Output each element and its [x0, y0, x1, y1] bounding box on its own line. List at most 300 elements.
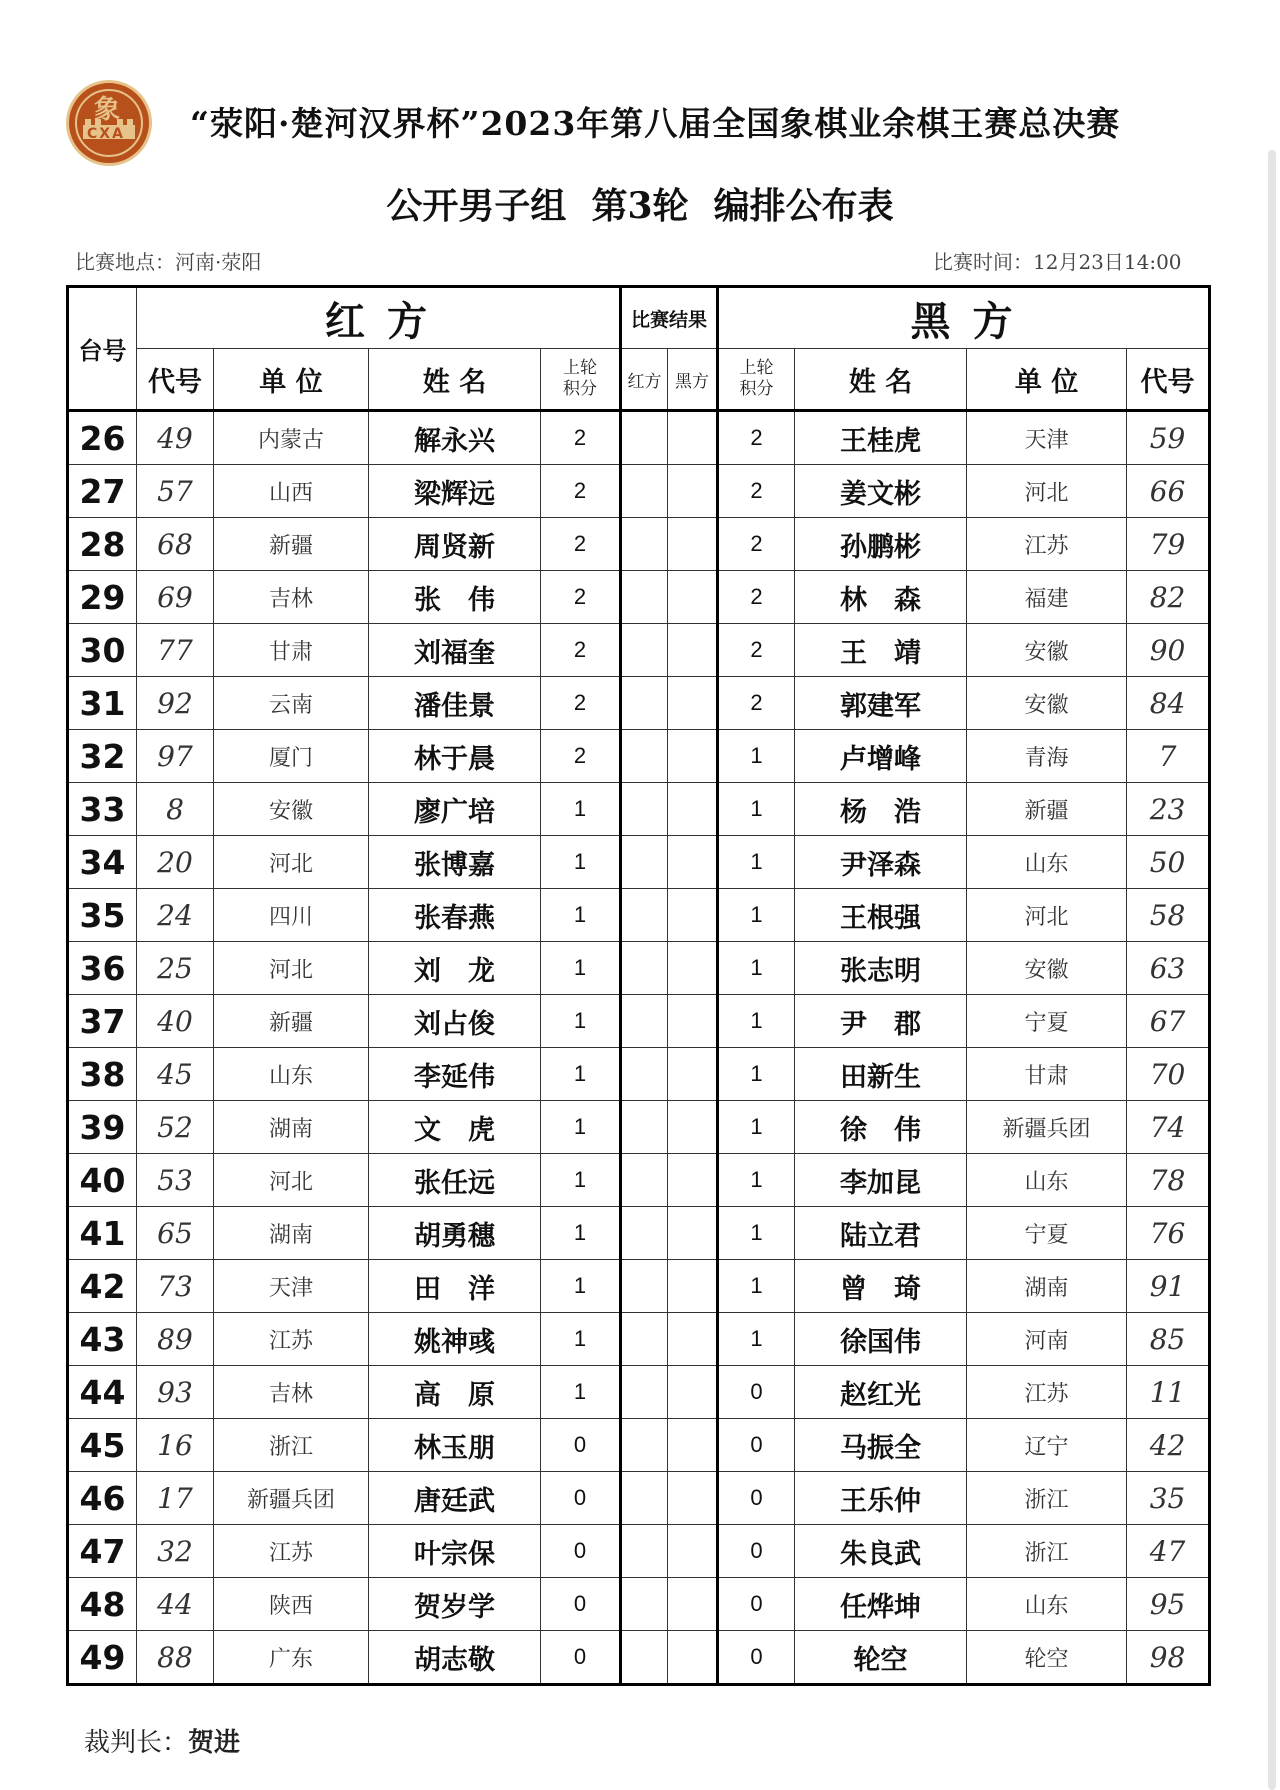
black-prev-score-cell: 1	[718, 1207, 795, 1260]
red-prev-score-cell: 1	[541, 995, 621, 1048]
red-code-cell: 88	[137, 1631, 214, 1685]
table-row	[68, 677, 1210, 730]
header-black-prev-score	[718, 349, 795, 411]
red-prev-score-cell: 0	[541, 1472, 621, 1525]
red-prev-score-cell: 2	[541, 624, 621, 677]
black-prev-score-cell: 1	[718, 995, 795, 1048]
pairing-rows	[68, 411, 1210, 1685]
black-prev-score-cell: 1	[718, 1154, 795, 1207]
red-name-cell: 李延伟	[369, 1048, 541, 1101]
red-unit-cell: 广东	[214, 1631, 369, 1685]
board-cell: 31	[68, 677, 137, 730]
table-row	[68, 1525, 1210, 1578]
table-row	[68, 1101, 1210, 1154]
red-name-cell: 刘 龙	[369, 942, 541, 995]
red-code-cell: 77	[137, 624, 214, 677]
black-unit-cell: 天津	[967, 411, 1127, 465]
logo-char: 象	[94, 95, 121, 125]
black-prev-score-cell: 1	[718, 1048, 795, 1101]
black-name-cell: 陆立君	[795, 1207, 967, 1260]
board-cell: 35	[68, 889, 137, 942]
board-cell: 37	[68, 995, 137, 1048]
red-unit-cell: 云南	[214, 677, 369, 730]
black-unit-cell: 浙江	[967, 1525, 1127, 1578]
result-red-cell	[621, 1578, 668, 1631]
board-cell: 49	[68, 1631, 137, 1685]
result-red-cell	[621, 465, 668, 518]
black-prev-score-cell: 0	[718, 1578, 795, 1631]
red-unit-cell: 四川	[214, 889, 369, 942]
red-code-cell: 40	[137, 995, 214, 1048]
red-name-cell: 张博嘉	[369, 836, 541, 889]
red-code-cell: 32	[137, 1525, 214, 1578]
red-unit-cell: 新疆	[214, 995, 369, 1048]
red-prev-score-cell: 0	[541, 1419, 621, 1472]
result-black-cell	[668, 889, 718, 942]
black-unit-cell: 甘肃	[967, 1048, 1127, 1101]
red-prev-score-cell: 2	[541, 730, 621, 783]
black-prev-score-cell: 0	[718, 1631, 795, 1685]
table-row	[68, 995, 1210, 1048]
result-black-cell	[668, 995, 718, 1048]
black-name-cell: 徐国伟	[795, 1313, 967, 1366]
black-code-cell: 35	[1127, 1472, 1210, 1525]
result-black-cell	[668, 518, 718, 571]
black-unit-cell: 河南	[967, 1313, 1127, 1366]
red-prev-score-cell: 1	[541, 1048, 621, 1101]
page-title: “荥阳·楚河汉界杯”2023年第八届全国象棋业余棋王赛总决赛	[190, 104, 1121, 143]
black-name-cell: 朱良武	[795, 1525, 967, 1578]
board-cell: 28	[68, 518, 137, 571]
table-row	[68, 1472, 1210, 1525]
result-red-cell	[621, 1631, 668, 1685]
board-cell: 32	[68, 730, 137, 783]
black-name-cell: 曾 琦	[795, 1260, 967, 1313]
result-black-cell	[668, 1313, 718, 1366]
header-red-prev-score-line1: 上轮	[563, 358, 597, 378]
result-red-cell	[621, 995, 668, 1048]
red-prev-score-cell: 1	[541, 783, 621, 836]
board-cell: 41	[68, 1207, 137, 1260]
board-cell: 45	[68, 1419, 137, 1472]
board-cell: 44	[68, 1366, 137, 1419]
result-black-cell	[668, 677, 718, 730]
red-prev-score-cell: 2	[541, 518, 621, 571]
black-code-cell: 82	[1127, 571, 1210, 624]
result-red-cell	[621, 942, 668, 995]
black-name-cell: 尹 郡	[795, 995, 967, 1048]
black-unit-cell: 河北	[967, 465, 1127, 518]
board-cell: 36	[68, 942, 137, 995]
red-name-cell: 胡志敬	[369, 1631, 541, 1685]
black-prev-score-cell: 1	[718, 942, 795, 995]
table-row	[68, 624, 1210, 677]
black-unit-cell: 安徽	[967, 942, 1127, 995]
black-prev-score-cell: 1	[718, 889, 795, 942]
red-prev-score-cell: 0	[541, 1525, 621, 1578]
result-red-cell	[621, 411, 668, 465]
result-red-cell	[621, 518, 668, 571]
black-prev-score-cell: 2	[718, 677, 795, 730]
red-name-cell: 张任远	[369, 1154, 541, 1207]
result-black-cell	[668, 1048, 718, 1101]
black-name-cell: 马振全	[795, 1419, 967, 1472]
red-name-cell: 贺岁学	[369, 1578, 541, 1631]
black-name-cell: 王桂虎	[795, 411, 967, 465]
black-name-cell: 杨 浩	[795, 783, 967, 836]
red-name-cell: 刘占俊	[369, 995, 541, 1048]
red-code-cell: 20	[137, 836, 214, 889]
black-unit-cell: 新疆兵团	[967, 1101, 1127, 1154]
red-unit-cell: 湖南	[214, 1101, 369, 1154]
black-name-cell: 王根强	[795, 889, 967, 942]
red-unit-cell: 河北	[214, 836, 369, 889]
result-black-cell	[668, 1260, 718, 1313]
header-result: 比赛结果	[621, 287, 718, 349]
header-black-prev-score-line1: 上轮	[739, 358, 774, 378]
black-prev-score-cell: 1	[718, 1260, 795, 1313]
black-code-cell: 7	[1127, 730, 1210, 783]
board-cell: 43	[68, 1313, 137, 1366]
black-name-cell: 轮空	[795, 1631, 967, 1685]
red-unit-cell: 甘肃	[214, 624, 369, 677]
red-unit-cell: 吉林	[214, 1366, 369, 1419]
black-name-cell: 郭建军	[795, 677, 967, 730]
red-unit-cell: 新疆	[214, 518, 369, 571]
result-black-cell	[668, 1419, 718, 1472]
red-prev-score-cell: 1	[541, 1260, 621, 1313]
black-prev-score-cell: 1	[718, 730, 795, 783]
board-cell: 29	[68, 571, 137, 624]
black-name-cell: 徐 伟	[795, 1101, 967, 1154]
red-name-cell: 文 虎	[369, 1101, 541, 1154]
red-unit-cell: 厦门	[214, 730, 369, 783]
black-prev-score-cell: 0	[718, 1419, 795, 1472]
black-prev-score-cell: 2	[718, 624, 795, 677]
red-prev-score-cell: 1	[541, 1207, 621, 1260]
black-unit-cell: 宁夏	[967, 995, 1127, 1048]
board-cell: 42	[68, 1260, 137, 1313]
red-code-cell: 97	[137, 730, 214, 783]
red-unit-cell: 新疆兵团	[214, 1472, 369, 1525]
black-unit-cell: 福建	[967, 571, 1127, 624]
black-prev-score-cell: 0	[718, 1525, 795, 1578]
red-code-cell: 92	[137, 677, 214, 730]
red-prev-score-cell: 1	[541, 1366, 621, 1419]
red-unit-cell: 内蒙古	[214, 411, 369, 465]
red-unit-cell: 江苏	[214, 1525, 369, 1578]
board-cell: 27	[68, 465, 137, 518]
result-red-cell	[621, 1101, 668, 1154]
header-black-unit: 单 位	[967, 349, 1127, 411]
black-code-cell: 76	[1127, 1207, 1210, 1260]
red-name-cell: 解永兴	[369, 411, 541, 465]
black-name-cell: 王乐仲	[795, 1472, 967, 1525]
time-text: 比赛时间：12月23日14:00	[933, 250, 1182, 274]
red-unit-cell: 安徽	[214, 783, 369, 836]
red-code-cell: 93	[137, 1366, 214, 1419]
result-black-cell	[668, 836, 718, 889]
black-name-cell: 王 靖	[795, 624, 967, 677]
result-red-cell	[621, 1525, 668, 1578]
red-name-cell: 唐廷武	[369, 1472, 541, 1525]
result-red-cell	[621, 1154, 668, 1207]
black-prev-score-cell: 2	[718, 411, 795, 465]
referee-label: 裁判长：	[84, 1728, 189, 1758]
black-prev-score-cell: 0	[718, 1366, 795, 1419]
red-code-cell: 73	[137, 1260, 214, 1313]
red-prev-score-cell: 1	[541, 1154, 621, 1207]
black-unit-cell: 宁夏	[967, 1207, 1127, 1260]
red-prev-score-cell: 2	[541, 411, 621, 465]
board-cell: 33	[68, 783, 137, 836]
result-red-cell	[621, 1207, 668, 1260]
table-row	[68, 411, 1210, 465]
red-name-cell: 廖广培	[369, 783, 541, 836]
red-prev-score-cell: 1	[541, 836, 621, 889]
result-black-cell	[668, 1472, 718, 1525]
red-name-cell: 高 原	[369, 1366, 541, 1419]
black-code-cell: 90	[1127, 624, 1210, 677]
result-black-cell	[668, 730, 718, 783]
black-unit-cell: 山东	[967, 836, 1127, 889]
red-unit-cell: 陕西	[214, 1578, 369, 1631]
black-code-cell: 59	[1127, 411, 1210, 465]
header-red-prev-score-line2: 积分	[563, 379, 597, 399]
black-code-cell: 63	[1127, 942, 1210, 995]
black-code-cell: 58	[1127, 889, 1210, 942]
red-unit-cell: 山西	[214, 465, 369, 518]
header-red-unit: 单 位	[214, 349, 369, 411]
black-unit-cell: 江苏	[967, 1366, 1127, 1419]
black-name-cell: 任烨坤	[795, 1578, 967, 1631]
table-row	[68, 1313, 1210, 1366]
black-unit-cell: 浙江	[967, 1472, 1127, 1525]
black-name-cell: 田新生	[795, 1048, 967, 1101]
black-code-cell: 91	[1127, 1260, 1210, 1313]
black-code-cell: 98	[1127, 1631, 1210, 1685]
header-red-side: 红 方	[137, 287, 621, 349]
red-name-cell: 周贤新	[369, 518, 541, 571]
black-name-cell: 卢增峰	[795, 730, 967, 783]
board-cell: 34	[68, 836, 137, 889]
red-name-cell: 张 伟	[369, 571, 541, 624]
board-cell: 40	[68, 1154, 137, 1207]
red-code-cell: 49	[137, 411, 214, 465]
header-red-prev-score	[541, 349, 621, 411]
table-row	[68, 942, 1210, 995]
table-row	[68, 783, 1210, 836]
referee-line	[84, 1722, 240, 1759]
result-red-cell	[621, 571, 668, 624]
black-name-cell: 姜文彬	[795, 465, 967, 518]
header-black-prev-score-line2: 积分	[739, 379, 774, 399]
header-board: 台号	[68, 287, 137, 411]
black-unit-cell: 山东	[967, 1578, 1127, 1631]
black-prev-score-cell: 1	[718, 836, 795, 889]
result-black-cell	[668, 624, 718, 677]
red-code-cell: 57	[137, 465, 214, 518]
black-name-cell: 赵红光	[795, 1366, 967, 1419]
red-code-cell: 8	[137, 783, 214, 836]
result-red-cell	[621, 1048, 668, 1101]
black-unit-cell: 湖南	[967, 1260, 1127, 1313]
result-black-cell	[668, 465, 718, 518]
black-prev-score-cell: 2	[718, 518, 795, 571]
result-black-cell	[668, 571, 718, 624]
red-unit-cell: 山东	[214, 1048, 369, 1101]
red-name-cell: 林玉朋	[369, 1419, 541, 1472]
result-black-cell	[668, 1525, 718, 1578]
board-cell: 26	[68, 411, 137, 465]
black-unit-cell: 青海	[967, 730, 1127, 783]
red-name-cell: 张春燕	[369, 889, 541, 942]
black-prev-score-cell: 2	[718, 571, 795, 624]
black-code-cell: 84	[1127, 677, 1210, 730]
red-name-cell: 潘佳景	[369, 677, 541, 730]
table-row	[68, 1631, 1210, 1685]
black-unit-cell: 江苏	[967, 518, 1127, 571]
red-code-cell: 24	[137, 889, 214, 942]
table-row	[68, 836, 1210, 889]
red-code-cell: 17	[137, 1472, 214, 1525]
result-black-cell	[668, 411, 718, 465]
result-black-cell	[668, 1101, 718, 1154]
red-code-cell: 69	[137, 571, 214, 624]
black-code-cell: 74	[1127, 1101, 1210, 1154]
pairing-table	[66, 285, 1211, 1686]
cxa-logo	[66, 80, 152, 166]
board-cell: 46	[68, 1472, 137, 1525]
black-code-cell: 70	[1127, 1048, 1210, 1101]
table-row	[68, 571, 1210, 624]
red-code-cell: 45	[137, 1048, 214, 1101]
red-unit-cell: 河北	[214, 942, 369, 995]
result-black-cell	[668, 942, 718, 995]
red-name-cell: 叶宗保	[369, 1525, 541, 1578]
table-row	[68, 465, 1210, 518]
black-code-cell: 78	[1127, 1154, 1210, 1207]
red-code-cell: 16	[137, 1419, 214, 1472]
red-name-cell: 胡勇穗	[369, 1207, 541, 1260]
red-prev-score-cell: 1	[541, 942, 621, 995]
red-unit-cell: 浙江	[214, 1419, 369, 1472]
red-name-cell: 姚神彧	[369, 1313, 541, 1366]
scrollbar[interactable]	[1268, 150, 1276, 1790]
red-prev-score-cell: 1	[541, 1101, 621, 1154]
table-row	[68, 1207, 1210, 1260]
red-unit-cell: 吉林	[214, 571, 369, 624]
result-black-cell	[668, 1154, 718, 1207]
red-prev-score-cell: 2	[541, 677, 621, 730]
header-red-code: 代号	[137, 349, 214, 411]
black-name-cell: 张志明	[795, 942, 967, 995]
table-row	[68, 1048, 1210, 1101]
table-row	[68, 1419, 1210, 1472]
red-unit-cell: 天津	[214, 1260, 369, 1313]
black-prev-score-cell: 0	[718, 1472, 795, 1525]
venue-text: 比赛地点：河南·荥阳	[75, 250, 262, 274]
red-name-cell: 刘福奎	[369, 624, 541, 677]
black-code-cell: 85	[1127, 1313, 1210, 1366]
red-code-cell: 44	[137, 1578, 214, 1631]
header-black-code: 代号	[1127, 349, 1210, 411]
black-code-cell: 95	[1127, 1578, 1210, 1631]
header-black-side: 黑 方	[718, 287, 1210, 349]
black-code-cell: 42	[1127, 1419, 1210, 1472]
black-unit-cell: 河北	[967, 889, 1127, 942]
black-name-cell: 孙鹏彬	[795, 518, 967, 571]
result-red-cell	[621, 1419, 668, 1472]
table-row	[68, 730, 1210, 783]
red-code-cell: 65	[137, 1207, 214, 1260]
result-black-cell	[668, 1578, 718, 1631]
header-result-red: 红方	[621, 349, 668, 411]
black-unit-cell: 辽宁	[967, 1419, 1127, 1472]
black-unit-cell: 安徽	[967, 624, 1127, 677]
result-red-cell	[621, 1313, 668, 1366]
red-unit-cell: 江苏	[214, 1313, 369, 1366]
result-red-cell	[621, 677, 668, 730]
red-unit-cell: 湖南	[214, 1207, 369, 1260]
board-cell: 47	[68, 1525, 137, 1578]
board-cell: 39	[68, 1101, 137, 1154]
red-prev-score-cell: 1	[541, 889, 621, 942]
page-subtitle: 公开男子组 第3轮 编排公布表	[386, 185, 894, 227]
black-code-cell: 23	[1127, 783, 1210, 836]
black-name-cell: 林 森	[795, 571, 967, 624]
result-red-cell	[621, 889, 668, 942]
red-code-cell: 68	[137, 518, 214, 571]
red-name-cell: 田 洋	[369, 1260, 541, 1313]
result-red-cell	[621, 783, 668, 836]
red-prev-score-cell: 1	[541, 1313, 621, 1366]
black-code-cell: 50	[1127, 836, 1210, 889]
table-row	[68, 889, 1210, 942]
black-prev-score-cell: 2	[718, 465, 795, 518]
board-cell: 38	[68, 1048, 137, 1101]
red-code-cell: 52	[137, 1101, 214, 1154]
result-black-cell	[668, 1366, 718, 1419]
result-red-cell	[621, 730, 668, 783]
result-black-cell	[668, 783, 718, 836]
black-prev-score-cell: 1	[718, 1101, 795, 1154]
table-row	[68, 1260, 1210, 1313]
red-code-cell: 89	[137, 1313, 214, 1366]
black-code-cell: 67	[1127, 995, 1210, 1048]
red-prev-score-cell: 2	[541, 571, 621, 624]
red-prev-score-cell: 2	[541, 465, 621, 518]
black-code-cell: 79	[1127, 518, 1210, 571]
red-prev-score-cell: 0	[541, 1631, 621, 1685]
header-red-name: 姓 名	[369, 349, 541, 411]
black-unit-cell: 轮空	[967, 1631, 1127, 1685]
black-code-cell: 66	[1127, 465, 1210, 518]
table-row	[68, 1366, 1210, 1419]
result-black-cell	[668, 1207, 718, 1260]
result-red-cell	[621, 624, 668, 677]
red-code-cell: 53	[137, 1154, 214, 1207]
result-red-cell	[621, 1366, 668, 1419]
red-name-cell: 林于晨	[369, 730, 541, 783]
black-name-cell: 李加昆	[795, 1154, 967, 1207]
red-name-cell: 梁辉远	[369, 465, 541, 518]
table-row	[68, 518, 1210, 571]
black-code-cell: 47	[1127, 1525, 1210, 1578]
logo-text: CXA	[87, 126, 125, 142]
board-cell: 30	[68, 624, 137, 677]
black-name-cell: 尹泽森	[795, 836, 967, 889]
